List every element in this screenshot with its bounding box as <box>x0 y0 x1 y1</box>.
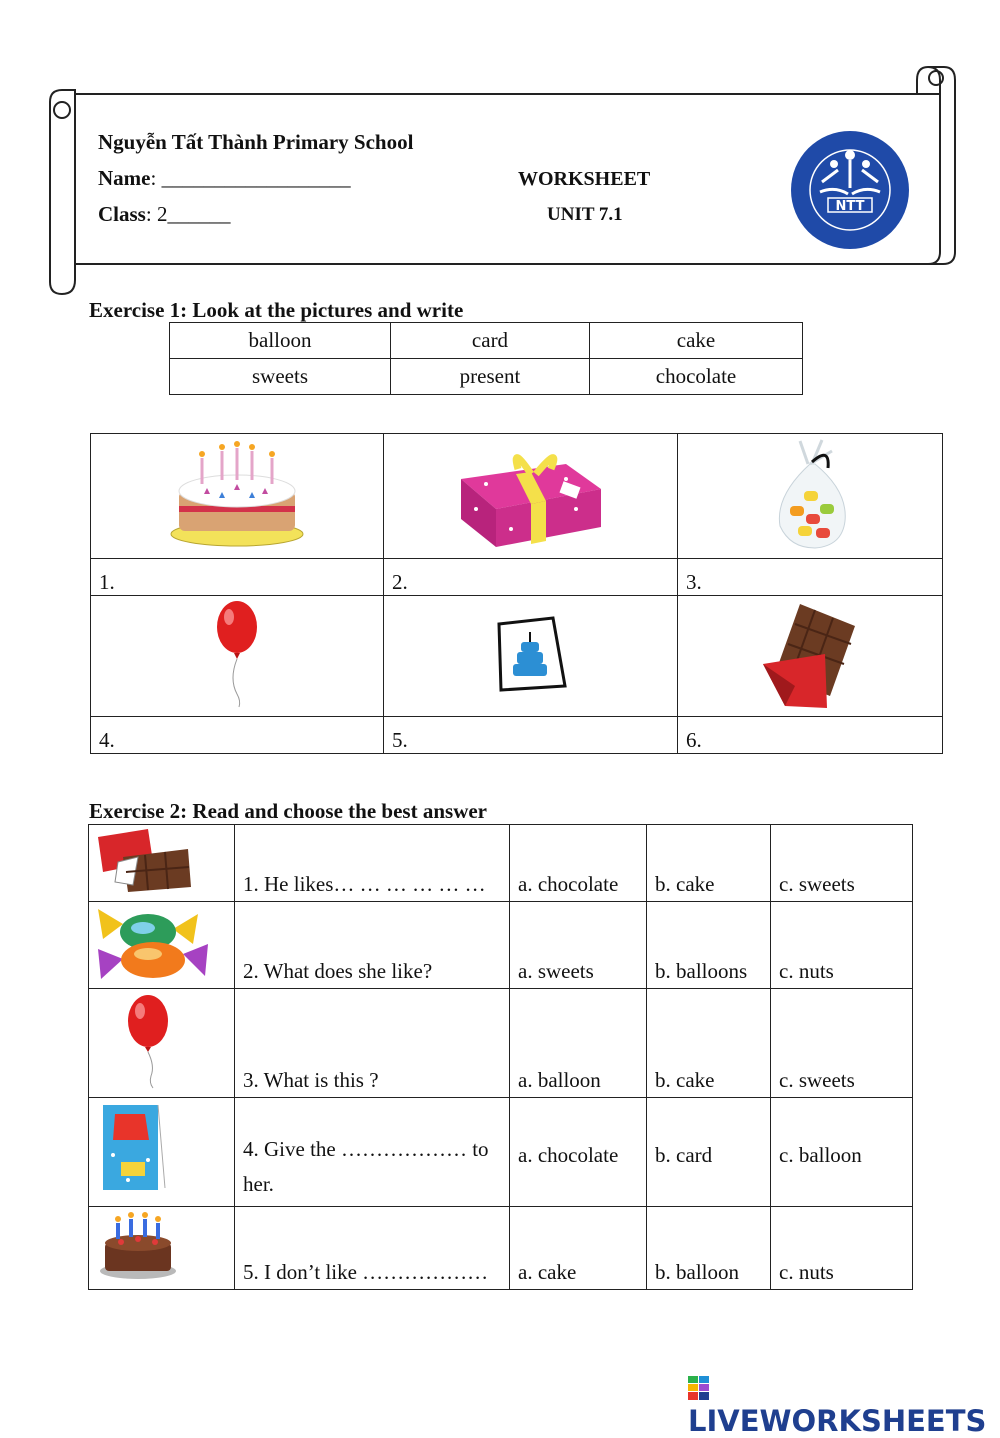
option-a[interactable]: a. balloon <box>510 989 647 1098</box>
answer-number[interactable]: 6. <box>678 717 943 754</box>
question-text: 4. Give the ……………… to her. <box>235 1098 510 1207</box>
exercise1-title: Exercise 1: Look at the pictures and write <box>89 298 464 322</box>
picture-cell <box>91 596 384 717</box>
worksheet-title: WORKSHEET <box>518 168 651 190</box>
sweets-bag-icon <box>760 436 860 551</box>
option-a[interactable]: a. cake <box>510 1207 647 1290</box>
candy-icon <box>93 904 213 980</box>
option-b[interactable]: b. cake <box>647 989 771 1098</box>
school-logo <box>790 130 910 250</box>
answer-number[interactable]: 4. <box>91 717 384 754</box>
quiz-table <box>88 824 913 1290</box>
chocolate-icon <box>93 827 193 893</box>
answer-number[interactable]: 5. <box>384 717 678 754</box>
unit-label: UNIT 7.1 <box>547 204 623 225</box>
picture-grid <box>90 433 943 754</box>
answer-number[interactable]: 1. <box>91 559 384 596</box>
class-line <box>98 202 230 227</box>
brand-blocks-icon <box>688 1376 710 1400</box>
brand-logo <box>688 1370 1000 1438</box>
picture-cell <box>91 434 384 559</box>
question-text: 1. He likes… … … … … … <box>235 825 510 902</box>
chocolate-icon <box>755 596 865 711</box>
answer-number[interactable]: 2. <box>384 559 678 596</box>
word-bank-cell: sweets <box>170 359 391 395</box>
option-c[interactable]: c. balloon <box>771 1098 913 1207</box>
question-picture <box>89 902 235 989</box>
cake-icon <box>167 436 307 551</box>
option-a[interactable]: a. chocolate <box>510 825 647 902</box>
present-icon <box>456 439 606 549</box>
question-picture <box>89 1207 235 1290</box>
option-a[interactable]: a. chocolate <box>510 1098 647 1207</box>
option-b[interactable]: b. balloons <box>647 902 771 989</box>
option-c[interactable]: c. nuts <box>771 1207 913 1290</box>
word-bank <box>169 322 803 395</box>
option-b[interactable]: b. cake <box>647 825 771 902</box>
answer-number[interactable]: 3. <box>678 559 943 596</box>
card-icon <box>491 614 571 694</box>
cake-icon <box>93 1209 193 1281</box>
balloon-icon <box>207 599 267 709</box>
option-b[interactable]: b. card <box>647 1098 771 1207</box>
question-text: 2. What does she like? <box>235 902 510 989</box>
class-label: Class <box>98 202 146 226</box>
logo-text: NTT <box>835 199 865 214</box>
word-bank-cell: card <box>391 323 590 359</box>
picture-cell <box>384 434 678 559</box>
name-blank[interactable]: : __________________ <box>150 166 351 190</box>
option-b[interactable]: b. balloon <box>647 1207 771 1290</box>
option-c[interactable]: c. sweets <box>771 989 913 1098</box>
picture-cell <box>384 596 678 717</box>
school-name: Nguyễn Tất Thành Primary School <box>98 130 414 154</box>
option-a[interactable]: a. sweets <box>510 902 647 989</box>
question-picture <box>89 989 235 1098</box>
word-bank-cell: chocolate <box>590 359 803 395</box>
exercise2-title: Exercise 2: Read and choose the best answer <box>89 799 487 823</box>
word-bank-cell: balloon <box>170 323 391 359</box>
name-line <box>98 166 351 191</box>
word-bank-cell: present <box>391 359 590 395</box>
balloon-icon <box>93 991 193 1089</box>
option-c[interactable]: c. nuts <box>771 902 913 989</box>
question-picture <box>89 1098 235 1207</box>
word-bank-cell: cake <box>590 323 803 359</box>
question-text: 5. I don’t like ……………… <box>235 1207 510 1290</box>
card-icon <box>93 1100 193 1195</box>
question-text: 3. What is this ? <box>235 989 510 1098</box>
question-picture <box>89 825 235 902</box>
option-c[interactable]: c. sweets <box>771 825 913 902</box>
picture-cell <box>678 434 943 559</box>
picture-cell <box>678 596 943 717</box>
class-blank[interactable]: : 2______ <box>145 202 231 226</box>
name-label: Name <box>98 166 151 190</box>
brand-name: LIVEWORKSHEETS <box>688 1404 987 1438</box>
